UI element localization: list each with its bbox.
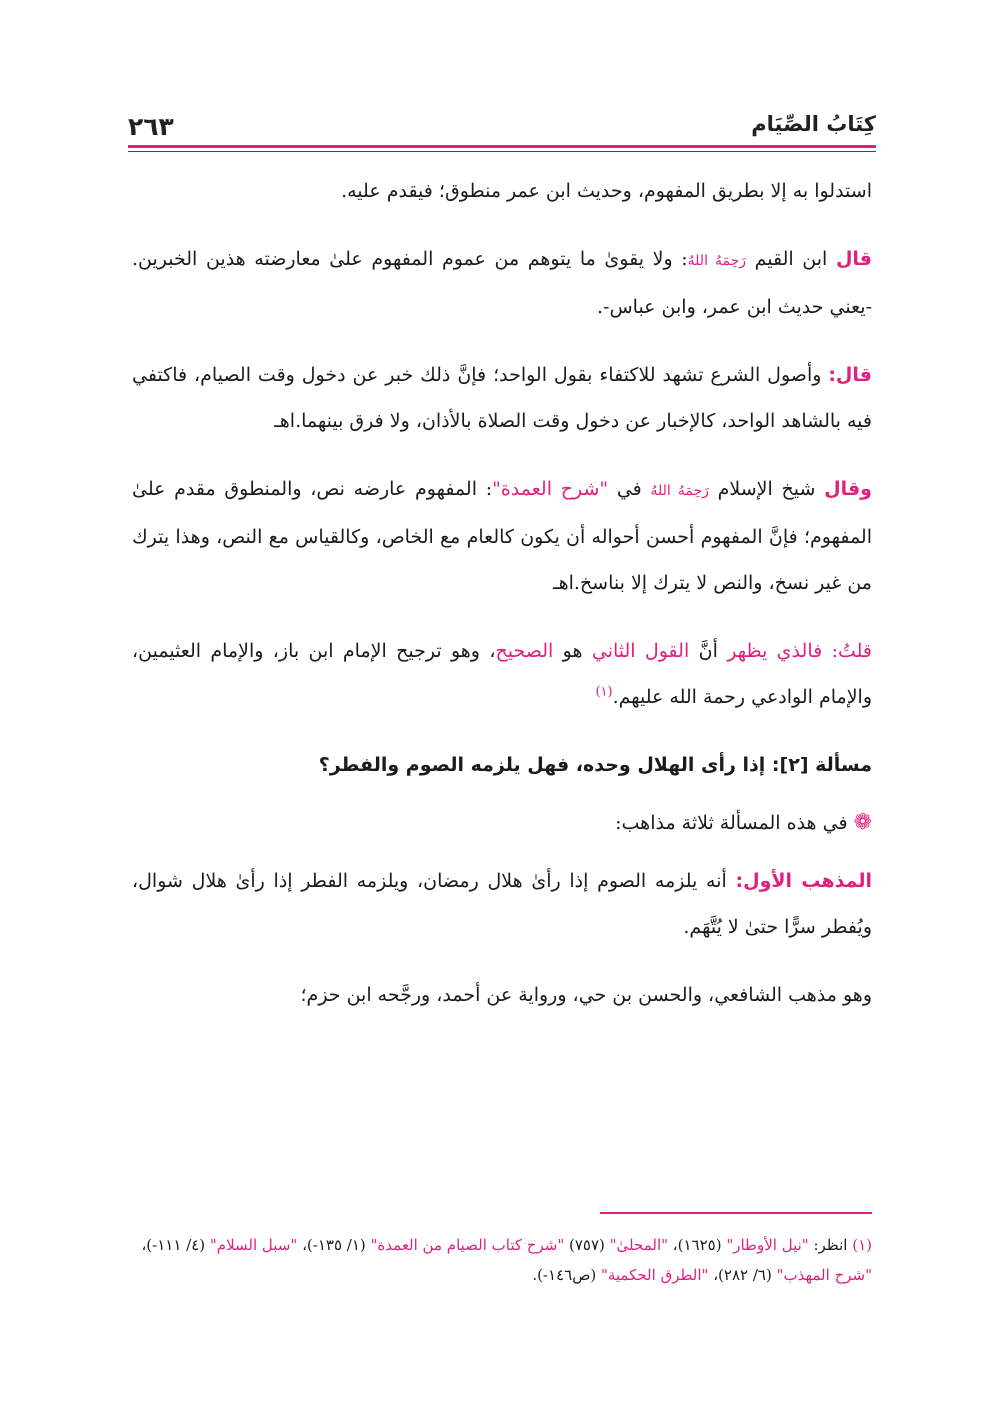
paragraph-label: قلتُ: xyxy=(831,640,872,662)
footnote-ref: (١) xyxy=(595,684,613,700)
intro-line: ❁ في هذه المسألة ثلاثة مذاهب: xyxy=(615,810,872,835)
paragraph-7: وهو مذهب الشافعي، والحسن بن حي، ورواية عن أحمد، ورجَّحه ابن حزم؛ xyxy=(300,984,872,1006)
main-text xyxy=(132,168,872,1040)
header-rule-accent xyxy=(128,145,876,148)
footnote-separator xyxy=(600,1212,872,1214)
header-rule xyxy=(128,151,876,152)
paragraph-5: قلتُ: فالذي يظهر أنَّ القول الثاني هو الصحيح، وهو ترجيح الإمام ابن باز، والإمام العثيمين، والإمام الوادعي رحمة الله عليهم.$^{(١)}$ xyxy=(132,640,872,708)
paragraph-3: قال: وأصول الشرع تشهد للاكتفاء بقول الواحد؛ فإنَّ ذلك خبر عن دخول وقت الصيام، فاكتفي فيه بالشاهد الواحد، كالإخبار عن دخول وقت الصلاة بالأذان، ولا فرق بينهما.اهـ xyxy=(132,364,872,432)
honorific-glyph: رَحِمَهُ اللهُ xyxy=(687,253,746,269)
honorific-glyph: رَحِمَهُ اللهُ xyxy=(650,483,709,499)
paragraph-4: وقال شيخ الإسلام رَحِمَهُ اللهُ في "شرح العمدة": المفهوم عارضه نص، والمنطوق مقدم علىٰ المفهوم؛ فإنَّ المفهوم أحسن أحواله أن يكون كالعام مع الخاص، وكالقياس مع النص، وهذا يترك من غير نسخ، والنص لا يترك إلا بناسخ.اهـ xyxy=(132,478,872,594)
book-reference: "شرح العمدة" xyxy=(492,478,609,500)
flower-bullet-icon: ❁ xyxy=(853,810,872,835)
paragraph-label: المذهب الأول: xyxy=(735,870,872,892)
footnotes xyxy=(132,1230,872,1290)
page-number: ٢٦٣ xyxy=(128,112,174,141)
page-header xyxy=(128,112,876,142)
book-title: كِتَابُ الصِّيَام xyxy=(751,112,876,136)
paragraph-6: المذهب الأول: أنه يلزمه الصوم إذا رأىٰ هلال رمضان، ويلزمه الفطر إذا رأىٰ هلال شوال، ويُفطر سرًّا حتىٰ لا يُتَّهَم. xyxy=(132,870,872,938)
paragraph-label: وقال xyxy=(824,478,872,500)
paragraph-label: قال xyxy=(835,248,872,270)
footnote-number: (١) xyxy=(852,1236,872,1254)
paragraph-2: قال ابن القيم رَحِمَهُ اللهُ: ولا يقوىٰ ما يتوهم من عموم المفهوم علىٰ معارضته هذين الخبرين. -يعني حديث ابن عمر، وابن عباس-. xyxy=(132,248,872,318)
paragraph-label: قال: xyxy=(828,364,872,386)
footnote-1: (١) انظر: "نيل الأوطار" (١٦٢٥)، "المحلىٰ" (٧٥٧) "شرح كتاب الصيام من العمدة" (١/ ١٣٥-)، "سبل السلام" (٤/ ١١١-)، "شرح المهذب" (٦/ ٢٨٢)، "الطرق الحكمية" (ص١٤٦-). xyxy=(141,1236,872,1284)
paragraph-1: استدلوا به إلا بطريق المفهوم، وحديث ابن عمر منطوق؛ فيقدم عليه. xyxy=(341,180,872,202)
question-heading: مسألة [٢]: إذا رأى الهلال وحده، فهل يلزمه الصوم والفطر؟ xyxy=(318,754,872,776)
